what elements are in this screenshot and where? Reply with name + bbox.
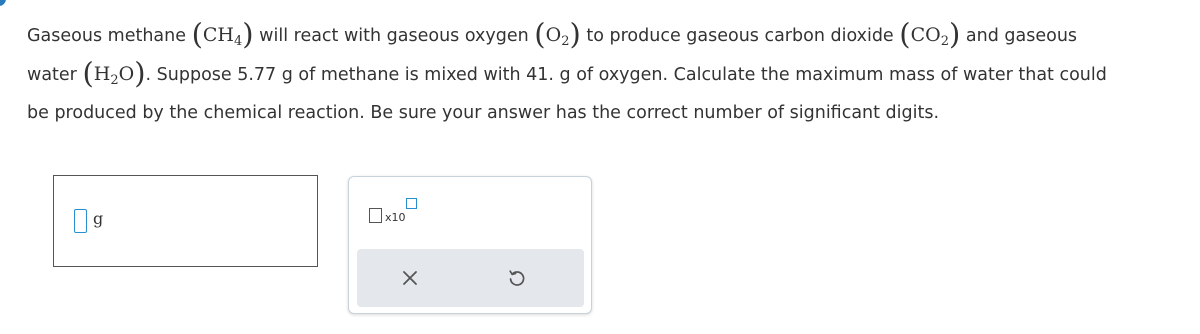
corner-indicator — [0, 0, 6, 6]
paren-open: ( — [191, 17, 203, 51]
scientific-notation-button[interactable] — [369, 195, 429, 229]
reset-undo-icon — [507, 268, 527, 288]
question-text — [27, 16, 1195, 132]
question-fragment: water — [27, 65, 83, 85]
paren-close: ) — [569, 17, 581, 51]
paren-close: ) — [949, 17, 961, 51]
scientific-notation-icon — [369, 208, 382, 223]
question-fragment: will react with gaseous oxygen — [253, 26, 535, 46]
question-fragment: be produced by the chemical reaction. Be sure your answer has the correct number of significant digits. — [27, 103, 940, 123]
question-fragment: to produce gaseous carbon dioxide — [580, 26, 900, 46]
question-fragment: Gaseous methane — [27, 26, 192, 46]
water-formula: $H_2O$ — [93, 63, 135, 88]
exponent-box-icon — [406, 198, 417, 209]
paren-open: ( — [899, 17, 911, 51]
paren-close: ) — [134, 56, 146, 90]
answer-input-box[interactable] — [53, 175, 318, 267]
paren-open: ( — [82, 56, 94, 90]
question-fragment: and gaseous — [960, 26, 1078, 46]
methane-formula: $CH_4$ — [202, 24, 243, 49]
co2-formula: $CO_2$ — [910, 24, 950, 49]
math-toolbox — [348, 176, 592, 314]
question-fragment: . Suppose 5.77 g of methane is mixed with 41. g of oxygen. Calculate the maximum mass of water that could — [145, 65, 1107, 85]
paren-open: ( — [534, 17, 546, 51]
oxygen-formula: $O_2$ — [545, 24, 570, 49]
action-bar — [357, 249, 584, 307]
answer-input-field[interactable] — [74, 209, 87, 233]
sci-notation-label: x10 — [385, 211, 406, 224]
clear-x-icon — [402, 270, 418, 286]
reset-button[interactable] — [503, 264, 531, 292]
paren-close: ) — [242, 17, 254, 51]
clear-button[interactable] — [396, 264, 424, 292]
unit-label: g — [93, 209, 104, 228]
